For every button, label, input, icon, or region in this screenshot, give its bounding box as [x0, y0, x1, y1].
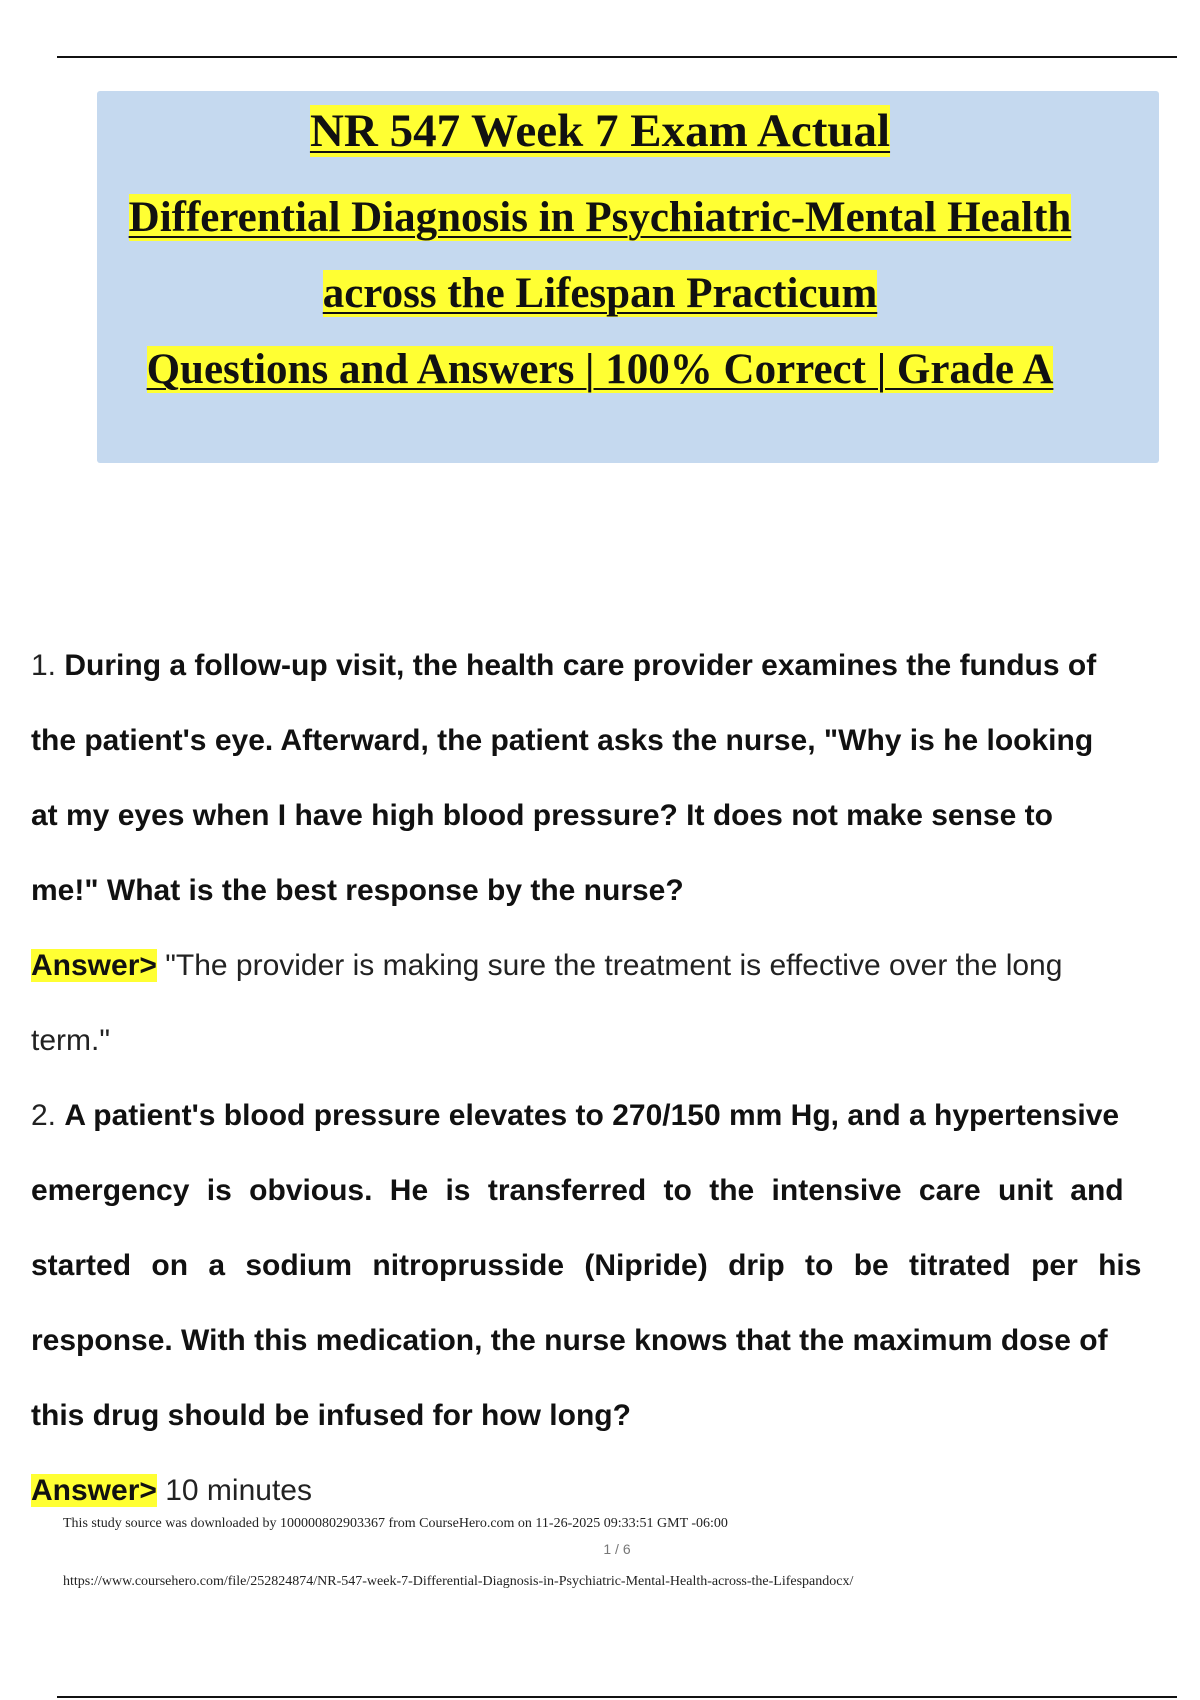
question-2-line-4: response. With this medication, the nurse knows that the maximum dose of: [31, 1324, 1108, 1357]
answer-1-line-2: term.": [31, 1024, 110, 1057]
question-2-line-5: this drug should be infused for how long?: [31, 1399, 631, 1432]
question-list: [31, 628, 1200, 1508]
answer-1-line-1: Answer> "The provider is making sure the treatment is effective over the long: [31, 949, 1063, 982]
subtitle-line-3: Questions and Answers | 100% Correct | Grade A: [146, 346, 1054, 393]
question-2-line-3: started on a sodium nitroprusside (Nipride) drip to be titrated per his: [31, 1249, 1142, 1282]
document-title: NR 547 Week 7 Exam Actual: [309, 105, 891, 157]
bottom-rule: [57, 1696, 1177, 1698]
question-2-line-1: 2. A patient's blood pressure elevates to 270/150 mm Hg, and a hypertensive: [31, 1099, 1120, 1132]
source-url[interactable]: https://www.coursehero.com/file/252824874/NR-547-week-7-Differential-Diagnosis-in-Psychiatric-Mental-Health-across-the-Lifespandocx/: [63, 1574, 854, 1589]
top-rule: [57, 56, 1177, 58]
question-2-number: 2.: [31, 1099, 57, 1132]
subtitle-line-2: across the Lifespan Practicum: [322, 270, 878, 317]
answer-2-line-1: Answer> 10 minutes: [31, 1474, 312, 1507]
question-1-line-4: me!" What is the best response by the nurse?: [31, 874, 684, 907]
answer-2-label: Answer>: [31, 1474, 157, 1507]
question-2-line-2: emergency is obvious. He is transferred to the intensive care unit and: [31, 1174, 1124, 1207]
page-indicator: 1 / 6: [603, 1541, 631, 1557]
question-1-line-3: at my eyes when I have high blood pressure? It does not make sense to: [31, 799, 1053, 832]
answer-1-label: Answer>: [31, 949, 157, 982]
question-1-line-1: 1. During a follow-up visit, the health care provider examines the fundus of: [31, 649, 1097, 682]
question-1-line-2: the patient's eye. Afterward, the patient asks the nurse, "Why is he looking: [31, 724, 1094, 757]
question-1-number: 1.: [31, 649, 57, 682]
download-source-notice: This study source was downloaded by 100000802903367 from CourseHero.com on 11-26-2025 09:33:51 GMT -06:00: [63, 1516, 728, 1531]
subtitle-line-1: Differential Diagnosis in Psychiatric-Mental Health: [128, 194, 1072, 241]
